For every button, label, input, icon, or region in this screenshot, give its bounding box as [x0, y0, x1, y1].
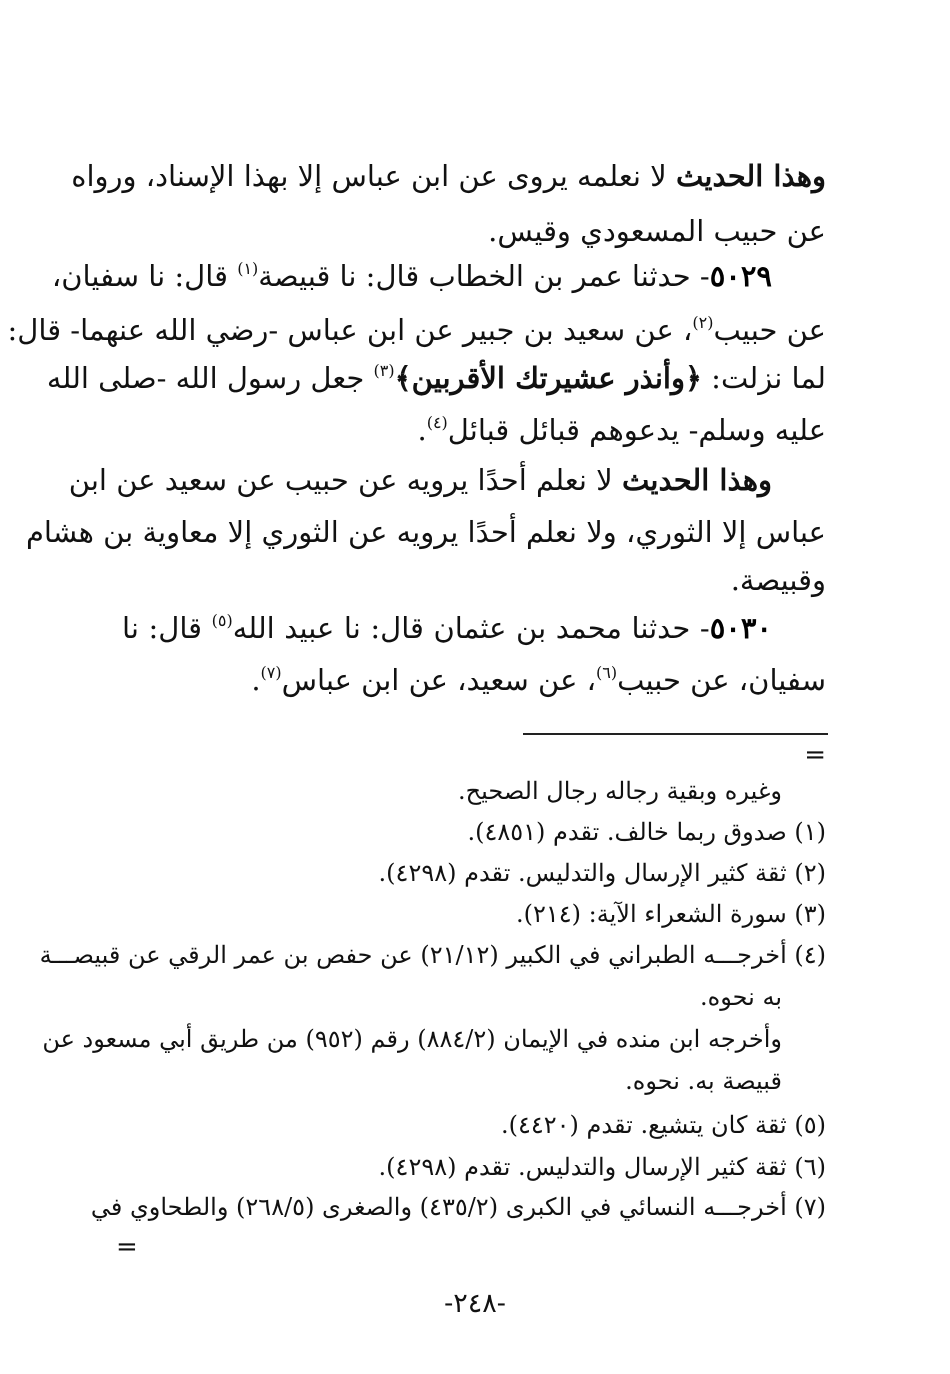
footnote-continuation: وغيره وبقية رجاله رجال الصحيح.: [458, 777, 782, 805]
footnote-ref-2: (٢): [692, 313, 714, 332]
footnote-ref-7: (٧): [260, 663, 282, 682]
body-line-6: عليه وسلم- يدعوهم قبائل قبائل$^{(٤)}$.: [417, 413, 826, 447]
footnote-6: (٦) ثقة كثير الإرسال والتدليس. تقدم (٤٢٩٨).: [378, 1153, 826, 1181]
footnote-2: (٢) ثقة كثير الإرسال والتدليس. تقدم (٤٢٩٨).: [378, 859, 826, 887]
footnote-ref-3: (٣): [373, 361, 395, 380]
footnote-separator: [523, 733, 828, 735]
body-line-4: عن حبيب$^{(٢)}$، عن سعيد بن جبير عن ابن عباس -رضي الله عنهما- قال:: [7, 313, 826, 347]
footnote-4-extra: وأخرجه ابن منده في الإيمان (٨٨٤/٢) رقم (٩٥٢) من طريق أبي مسعود عن: [42, 1025, 782, 1053]
body-line-2: عن حبيب المسعودي وقيس.: [488, 214, 826, 248]
quran-verse: ﴿وأنذر عشيرتك الأقربين﴾: [394, 361, 702, 395]
footnote-3: (٣) سورة الشعراء الآية: (٢١٤).: [515, 900, 826, 928]
footnote-ref-5: (٥): [211, 611, 233, 630]
body-line-5: لما نزلت: ﴿وأنذر عشيرتك الأقربين﴾$^{(٣)}$ جعل رسول الله -صلى الله: [46, 361, 826, 395]
footnote-7: (٧) أخرجـــه النسائي في الكبرى (٤٣٥/٢) والصغرى (٢٦٨/٥) والطحاوي في: [90, 1193, 826, 1221]
footnote-4-cont: به نحوه.: [700, 983, 782, 1011]
hadith-5029-line-1: ٥٠٢٩- حدثنا عمر بن الخطاب قال: نا قبيصة$^{(١)}$ قال: نا سفيان،: [51, 259, 772, 293]
footnote-1: (١) صدوق ربما خالف. تقدم (٤٨٥١).: [467, 818, 826, 846]
body-line-8: عباس إلا الثوري، ولا نعلم أحدًا يرويه عن الثوري إلا معاوية بن هشام: [25, 515, 826, 549]
body-line-1: وهذا الحديث لا نعلمه يروى عن ابن عباس إلا بهذا الإسناد، ورواه: [71, 159, 826, 193]
footnote-4-extra-cont: قبيصة به. نحوه.: [625, 1067, 782, 1095]
footnote-4: (٤) أخرجـــه الطبراني في الكبير (٢١/١٢) عن حفص بن عمر الرقي عن قبيصـــة: [39, 941, 826, 969]
body-line-11: سفيان، عن حبيب$^{(٦)}$، عن سعيد، عن ابن عباس$^{(٧)}$.: [251, 663, 826, 697]
body-line-7: وهذا الحديث لا نعلم أحدًا يرويه عن حبيب عن سعيد عن ابن: [68, 463, 772, 497]
body-line-9: وقبيصة.: [730, 563, 826, 597]
bold-phrase: وهذا الحديث: [621, 463, 772, 497]
footnote-ref-6: (٦): [595, 663, 618, 682]
footnote-ref-4: (٤): [426, 413, 448, 432]
page-number: -٢٤٨-: [444, 1288, 506, 1319]
footnote-ref-1: (١): [237, 259, 259, 278]
hadith-5030-line-1: ٥٠٣٠- حدثنا محمد بن عثمان قال: نا عبيد الله$^{(٥)}$ قال: نا: [122, 611, 772, 645]
hadith-number: ٥٠٣٠: [709, 611, 772, 645]
continuation-mark-bottom: =: [116, 1232, 138, 1262]
footnote-5: (٥) ثقة كان يتشيع. تقدم (٤٤٢٠).: [500, 1111, 826, 1139]
continuation-mark-top: =: [804, 740, 826, 770]
bold-phrase: وهذا الحديث: [675, 159, 826, 193]
hadith-number: ٥٠٢٩: [709, 259, 772, 293]
